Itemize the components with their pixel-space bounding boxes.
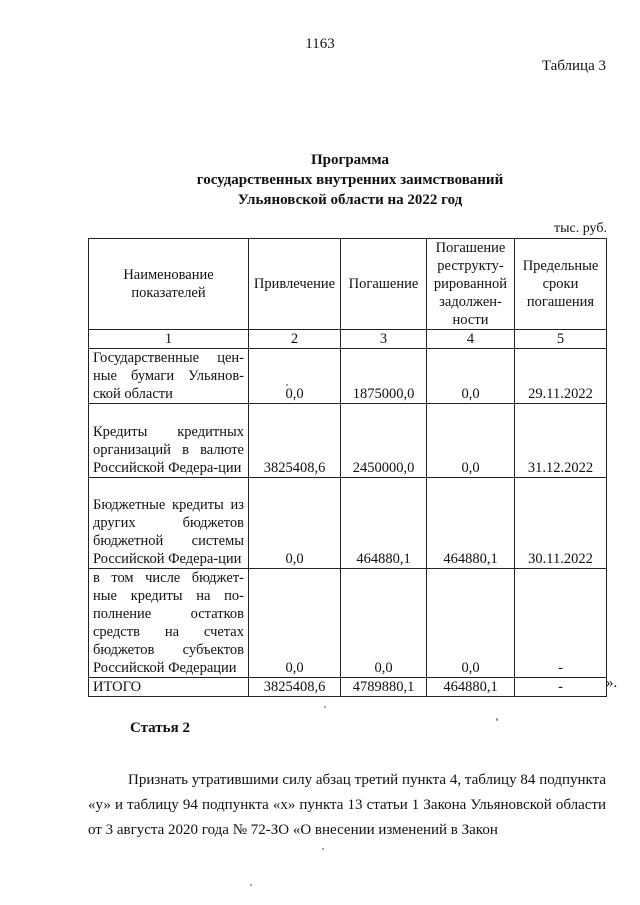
title-line-2: государственных внутренних заимствований bbox=[196, 172, 504, 188]
total-label: ИТОГО bbox=[89, 678, 249, 697]
cell-deadline: - bbox=[515, 569, 607, 678]
cell-attraction: 0,0 bbox=[249, 569, 341, 678]
article-heading: Статья 2 bbox=[130, 720, 190, 736]
cell-attraction: 3825408,6 bbox=[249, 404, 341, 478]
cell-restructured: 464880,1 bbox=[427, 478, 515, 569]
cell-restructured: 0,0 bbox=[427, 569, 515, 678]
header-row bbox=[89, 239, 607, 330]
article-body-text: Признать утратившими силу абзац третий пункта 4, таблицу 84 подпункта «у» и таблицу 94 подпункта «х» пункта 13 статьи 1 Закона Ульяновской области от 3 августа 2020 года № 72-ЗО «О внесении изменений в Закон bbox=[88, 772, 606, 838]
row-label: в том числе бюджет-ные кредиты на по-полнение остатков средств на счетах бюджетов субъектов Российской Федерации bbox=[89, 569, 249, 678]
column-number: 2 bbox=[249, 330, 341, 349]
cell-repayment: 2450000,0 bbox=[341, 404, 427, 478]
table-label: Таблица 3 bbox=[541, 58, 606, 74]
total-row bbox=[89, 678, 607, 697]
cell-repayment: 464880,1 bbox=[341, 478, 427, 569]
scan-speck bbox=[324, 706, 326, 708]
column-number: 3 bbox=[341, 330, 427, 349]
scan-speck bbox=[286, 384, 288, 386]
borrowing-table bbox=[88, 238, 607, 697]
table-row bbox=[89, 349, 607, 404]
table-row bbox=[89, 478, 607, 569]
header-cell-indicators: Наименование показателей bbox=[89, 239, 249, 330]
scan-speck bbox=[250, 884, 252, 886]
total-restructured: 464880,1 bbox=[427, 678, 515, 697]
total-deadline: - bbox=[515, 678, 607, 697]
header-cell-attraction: Привлечение bbox=[249, 239, 341, 330]
page-number: 1163 bbox=[305, 36, 335, 52]
column-number: 1 bbox=[89, 330, 249, 349]
column-number: 5 bbox=[515, 330, 607, 349]
header-cell-deadlines: Предельные сроки погашения bbox=[515, 239, 607, 330]
table-row bbox=[89, 569, 607, 678]
units-label: тыс. руб. bbox=[554, 221, 607, 236]
scan-speck bbox=[496, 718, 498, 721]
cell-restructured: 0,0 bbox=[427, 349, 515, 404]
row-label: Кредиты кредитных организаций в валюте Российской Федера-ции bbox=[89, 404, 249, 478]
cell-repayment: 0,0 bbox=[341, 569, 427, 678]
row-label: Государственные цен-ные бумаги Ульянов-ской области bbox=[89, 349, 249, 404]
cell-restructured: 0,0 bbox=[427, 404, 515, 478]
title-line-1: Программа bbox=[311, 152, 389, 168]
cell-deadline: 30.11.2022 bbox=[515, 478, 607, 569]
row-label: Бюджетные кредиты из других бюджетов бюджетной системы Российской Федера-ции bbox=[89, 478, 249, 569]
cell-deadline: 29.11.2022 bbox=[515, 349, 607, 404]
column-number-row bbox=[89, 330, 607, 349]
cell-attraction: 0,0 bbox=[249, 478, 341, 569]
title-line-3: Ульяновской области на 2022 год bbox=[237, 192, 463, 208]
column-number: 4 bbox=[427, 330, 515, 349]
total-repayment: 4789880,1 bbox=[341, 678, 427, 697]
scan-speck bbox=[322, 848, 324, 850]
cell-deadline: 31.12.2022 bbox=[515, 404, 607, 478]
closing-quote-mark: ». bbox=[606, 675, 618, 691]
cell-repayment: 1875000,0 bbox=[341, 349, 427, 404]
header-cell-restructured-repayment: Погашение реструкту-рированной задолжен-ности bbox=[427, 239, 515, 330]
total-attraction: 3825408,6 bbox=[249, 678, 341, 697]
table-row bbox=[89, 404, 607, 478]
header-cell-repayment: Погашение bbox=[341, 239, 427, 330]
cell-attraction: 0,0 bbox=[249, 349, 341, 404]
